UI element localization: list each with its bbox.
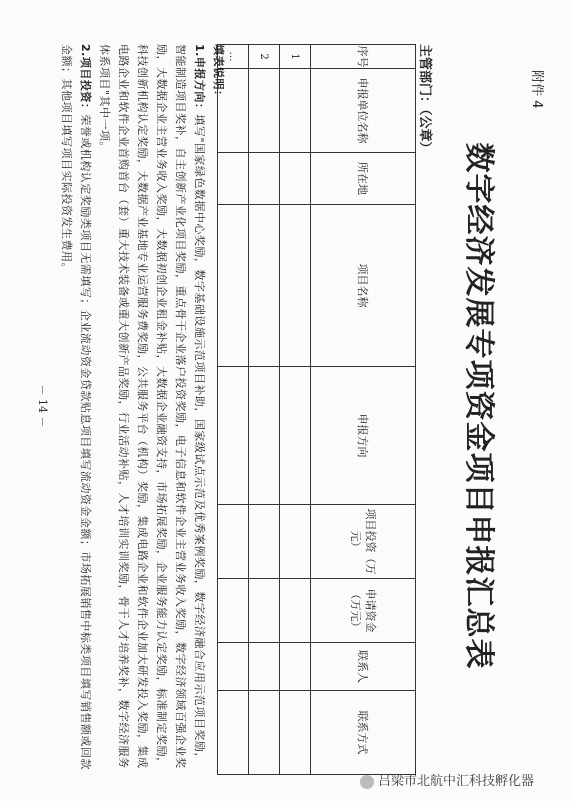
cell [280,69,311,153]
cell [249,205,280,367]
watermark-text: 吕梁市北航中汇科技孵化器 [378,774,535,789]
cell [280,579,311,643]
cell [280,691,311,775]
document-title: 数字经济发展专项资金项目申报汇总表 [461,142,496,670]
page-number: － 14 － [36,384,49,428]
col-header-location: 所在地 [311,153,416,205]
cell [249,691,280,775]
col-header-contact-info: 联系方式 [311,691,416,775]
cell [280,153,311,205]
row-index: 2 [249,45,280,69]
cell [249,69,280,153]
col-header-contact-person: 联系人 [311,643,416,691]
summary-table [217,44,416,775]
table-header-row [311,45,416,775]
attachment-label: 附件 4 [529,70,544,109]
cell [280,205,311,367]
notes-heading: 填表说明： [212,44,225,102]
cell [249,505,280,579]
cell [280,505,311,579]
row-index: … [218,45,249,69]
cell [249,367,280,505]
cell [249,153,280,205]
note-item-text: 填写"国家绿色数据中心奖励，数字基础设施示范项目补助，国家级试点示范及优秀案例奖励，数字经济融合应用示范项目奖励，智能制造项目奖补，自主创新产业化项目奖励，重点骨干企业落户投资奖励，电子信息和软件企业主营业务收入奖励，数字经济领域百强企业奖励，大数据企业主营业务收入奖励，大数据初创企业租金补贴，大数据企业融资支持，市场拓展奖励，企业服务能力认定奖励，标准制定奖励，科技创新机构认定奖励，大数据产业基地专业运营服务费奖励，公共服务平台（机构）奖励，集成电路企业和软件企业加大研发投入奖励，集成电路企业和软件企业首购首台（套）重大技术装备或重大创新产品奖励，行业活动补贴，人才培训实训奖励，骨干人才培养奖补，数字经济服务体系项目"其中一项。 [98,44,206,769]
cell [249,579,280,643]
rotated-document-page [8,26,548,786]
col-header-investment: 项目投资（万元） [311,505,416,579]
cell [280,643,311,691]
table-row [249,45,280,775]
col-header-direction: 申报方向 [311,367,416,505]
note-item-direction [95,44,209,774]
watermark [360,770,534,789]
note-item-text: 荣誉或机构认定奖励类项目无需填写；企业流动资金贷款贴息项目填写流动资金金额；市场拓展销售中标类项目填写销售额或回款金额；其他项目填写项目实际投资发生费用。 [60,44,92,770]
note-item-label: 2.项目投资： [79,44,92,115]
col-header-project-name: 项目名称 [311,205,416,367]
filling-instructions [57,44,228,774]
col-header-unit-name: 申报单位名称 [311,69,416,153]
table-row [280,45,311,775]
col-header-index: 序号 [311,45,416,69]
wechat-logo-icon [360,775,374,789]
cell [280,367,311,505]
note-item-label: 1.申报方向： [193,44,206,115]
row-index: 1 [280,45,311,69]
note-item-investment [57,44,95,774]
cell [249,643,280,691]
col-header-requested-funds: 申请资金（万元） [311,579,416,643]
department-label: 主管部门：（公章） [417,44,432,155]
